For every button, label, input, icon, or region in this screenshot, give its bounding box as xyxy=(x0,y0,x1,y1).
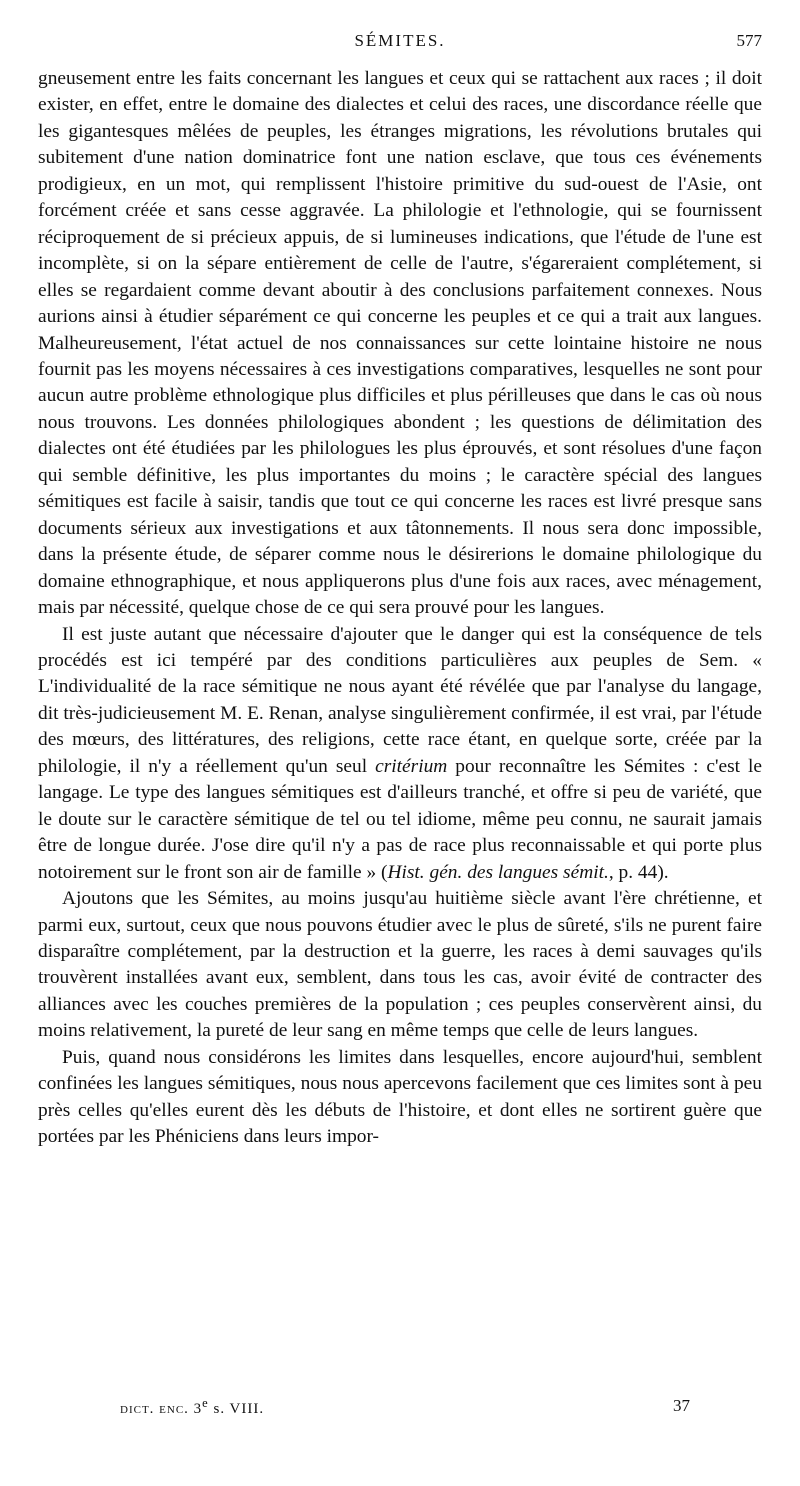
paragraph-2-text-cont: pour reconnaître les Sémites : c'est le langage. Le type des langues sémitiques est d'ailleurs tranché, et offre si peu de variété, que le doute sur le caractère sémitique de tel ou tel idiome, même peu connu, ne saurait jamais être de longue durée. J'ose dire qu'il n'y a pas de race plus reconnaissable et qui porte plus notoirement sur le front son air de famille » xyxy=(38,755,763,883)
paragraph-3 xyxy=(38,886,762,1045)
paragraph-2: Il est juste autant que nécessaire d'ajouter que le danger qui est la conséquence de tels procédés est ici tempéré par des conditions particulières aux peuples de Sem. « L'individualité de la race sémitique ne nous ayant été révélée que par l'analyse du langage, dit très-judicieusement M. E. Renan, analyse singulièrement confirmée, il est vrai, par l'étude des mœurs, des littératures, des religions, cette race étant, en quelque sorte, créée par la philologie, il n'y a réellement qu'un seul critérium pour reconnaître les Sémites : c'est le langage. Le type des langues sémitiques est d'ailleurs tranché, et offre si peu de variété, que le doute sur le caractère sémitique de tel ou tel idiome, même peu connu, ne saurait jamais être de longue durée. J'ose dire qu'il n'y a pas de race plus reconnaissable et qui porte plus notoirement sur le front son air de famille » (Hist. gén. des langues sémit., p. 44). xyxy=(38,623,763,883)
running-title: SÉMITES. xyxy=(354,31,446,50)
paragraph-1 xyxy=(38,66,762,622)
paragraph-3-text: Ajoutons que les Sémites, au moins jusqu'au huitième siècle avant l'ère chrétienne, et parmi eux, surtout, ceux que nous pouvons étudier avec le plus de sûreté, s'ils ne purent faire disparaître complétement, par la destruction et la guerre, les races à demi sauvages qu'ils trouvèrent installées avant eux, semblent, dans tous les cas, avoir évité de contracter des alliances avec les couches premières de la population ; ces peuples conservèrent ainsi, du moins relativement, la pureté de leur sang en même temps que celle de leurs langues. xyxy=(38,888,762,1042)
page-body xyxy=(38,66,762,1151)
citation-title: Hist. gén. des langues sémit. xyxy=(387,861,609,883)
paragraph-2-italic-term: critérium xyxy=(375,755,448,777)
page-number: 577 xyxy=(736,31,762,50)
signature-superscript: e xyxy=(202,1396,209,1410)
citation-page: , p. 44). xyxy=(608,861,669,883)
paragraph-1-text: gneusement entre les faits concernant les langues et ceux qui se rattachent aux races ; il doit exister, en effet, entre le domaine des dialectes et celui des races, une discordance réelle que les gigantesques mêlées de peuples, les étranges migrations, les révolutions brutales qui subitement d'une nation dominatrice font une nation esclave, que tous ces événements prodigieux, en un mot, qui remplissent l'histoire primitive du sud-ouest de l'Asie, ont forcément créée et sans cesse aggravée. La philologie et l'ethnologie, qui se fournissent réciproquement de si précieux appuis, de si lumineuses indications, que l'étude de l'une est incomplète, si on la sépare entièrement de celle de l'autre, s'égareraient complétement, si elles se regardaient comme devant aboutir à des conclusions parfaitement connexes. Nous aurions ainsi à étudier séparément ce qui concerne les peuples et ce qui a trait aux langues. Malheureusement, l'état actuel de nos connaissances sur cette lointaine histoire ne nous fournit pas les moyens nécessaires à ces investigations comparatives, lesquelles ne sont pour aucun autre problème ethnologique plus difficiles et plus périlleuses que dans le cas où nous nous trouvons. Les données philologiques abondent ; les questions de délimitation des dialectes ont été étudiées par les philologues les plus éprouvés, et sont résolues d'une façon qui semble définitive, les plus importantes du moins ; le caractère spécial des langues sémitiques est facile à saisir, tandis que tout ce qui concerne les races est livré presque sans documents sérieux aux investigations et aux tâtonnements. Il nous sera donc impossible, dans la présente étude, de séparer comme nous le désirerions le domaine philologique du domaine ethnographique, et nous appliquerons plus d'une fois aux races, avec ménagement, mais par nécessité, quelque chose de ce qui sera prouvé pour les langues. xyxy=(38,68,762,619)
signature-prefix: dict. enc. 3 xyxy=(120,1401,203,1417)
paragraph-2-text: Il est juste autant que nécessaire d'ajouter que le danger qui est la conséquence de tels procédés est ici tempéré par des conditions particulières aux peuples de Sem. « L'individualité de la race sémitique ne nous ayant été révélée que par l'analyse du langage, dit très-judicieusement M. E. Renan, analyse singulièrement confirmée, il est vrai, par l'étude des mœurs, des littératures, des religions, cette race étant, en quelque sorte, créée par la philologie, il n'y a réellement qu'un seul xyxy=(38,623,762,777)
printer-signature xyxy=(120,1396,264,1418)
page-footer xyxy=(120,1396,690,1420)
paragraph-4 xyxy=(38,1045,762,1151)
gathering-number: 37 xyxy=(673,1396,690,1415)
running-header xyxy=(38,31,762,55)
paragraph-4-text: Puis, quand nous considérons les limites dans lesquelles, encore aujourd'hui, semblent confinées les langues sémitiques, nous nous apercevons facilement que ces limites sont à peu près celles qu'elles eurent dès les débuts de l'histoire, et dont elles ne sortirent guère que portées par les Phéniciens dans leurs impor- xyxy=(38,1046,762,1148)
signature-suffix: s. VIII. xyxy=(208,1401,265,1417)
